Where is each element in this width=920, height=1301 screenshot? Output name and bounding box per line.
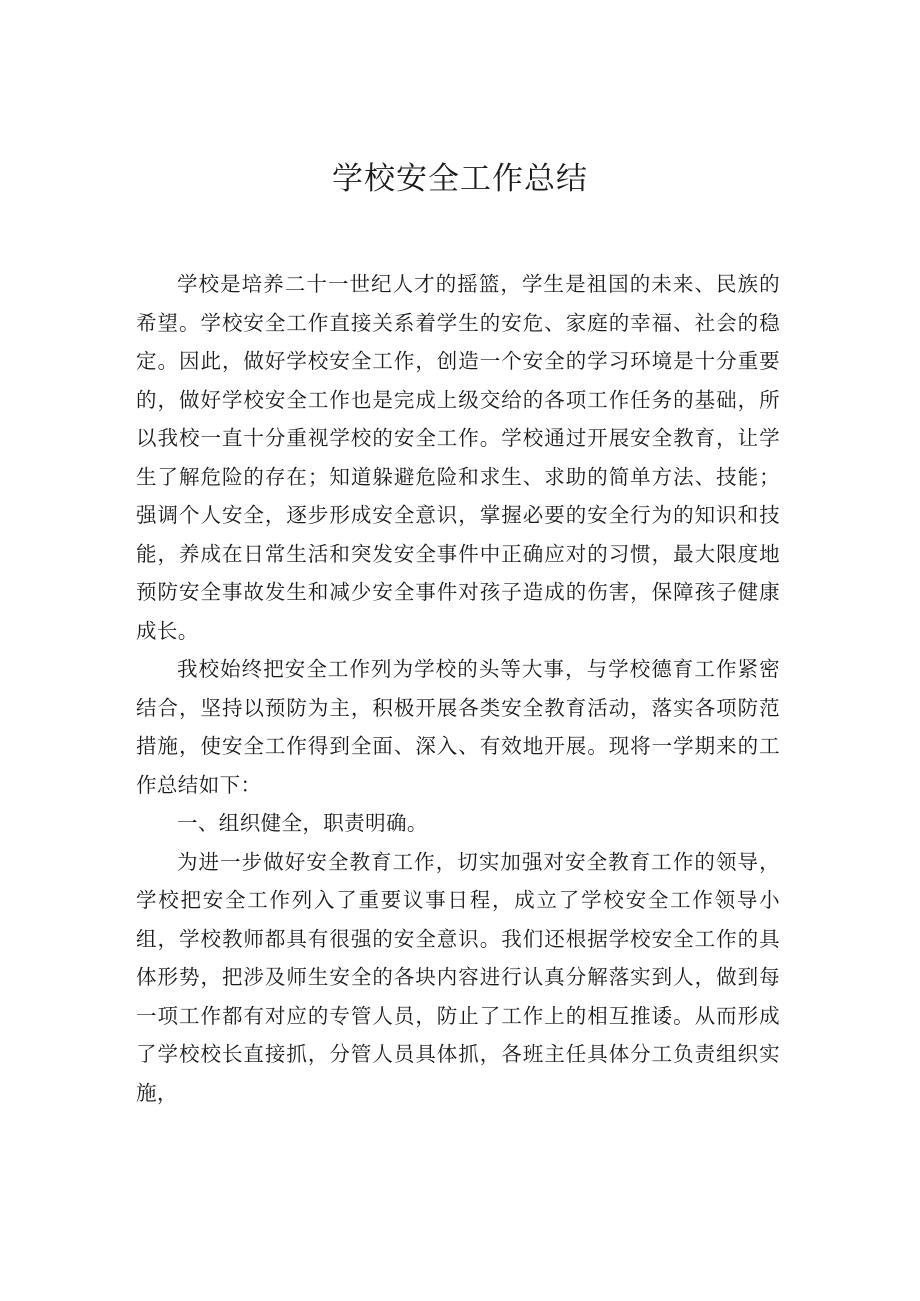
paragraph-overview: 我校始终把安全工作列为学校的头等大事，与学校德育工作紧密结合，坚持以预防为主，积极开展各类安全教育活动，落实各项防范措施，使安全工作得到全面、深入、有效地开展。现将一学期来的工作总结如下： bbox=[136, 657, 780, 797]
paragraph-organization: 为进一步做好安全教育工作，切实加强对安全教育工作的领导，学校把安全工作列入了重要议事日程，成立了学校安全工作领导小组，学校教师都具有很强的安全意识。我们还根据学校安全工作的具体形势，把涉及师生安全的各块内容进行认真分解落实到人，做到每一项工作都有对应的专管人员，防止了工作上的相互推诿。从而形成了学校校长直接抓，分管人员具体抓，各班主任具体分工负责组织实施， bbox=[136, 849, 780, 1105]
paragraph-intro: 学校是培养二十一世纪人才的摇篮，学生是祖国的未来、民族的希望。学校安全工作直接关系着学生的安危、家庭的幸福、社会的稳定。因此，做好学校安全工作，创造一个安全的学习环境是十分重要的，做好学校安全工作也是完成上级交给的各项工作任务的基础，所以我校一直十分重视学校的安全工作。学校通过开展安全教育，让学生了解危险的存在；知道躲避危险和求生、求助的简单方法、技能；强调个人安全，逐步形成安全意识，掌握必要的安全行为的知识和技能，养成在日常生活和突发安全事件中正确应对的习惯，最大限度地预防安全事故发生和减少安全事件对孩子造成的伤害，保障孩子健康成长。 bbox=[136, 272, 780, 643]
document-body bbox=[136, 265, 780, 1112]
document-title: 学校安全工作总结 bbox=[332, 161, 588, 197]
section-heading-1: 一、组织健全，职责明确。 bbox=[177, 811, 428, 835]
